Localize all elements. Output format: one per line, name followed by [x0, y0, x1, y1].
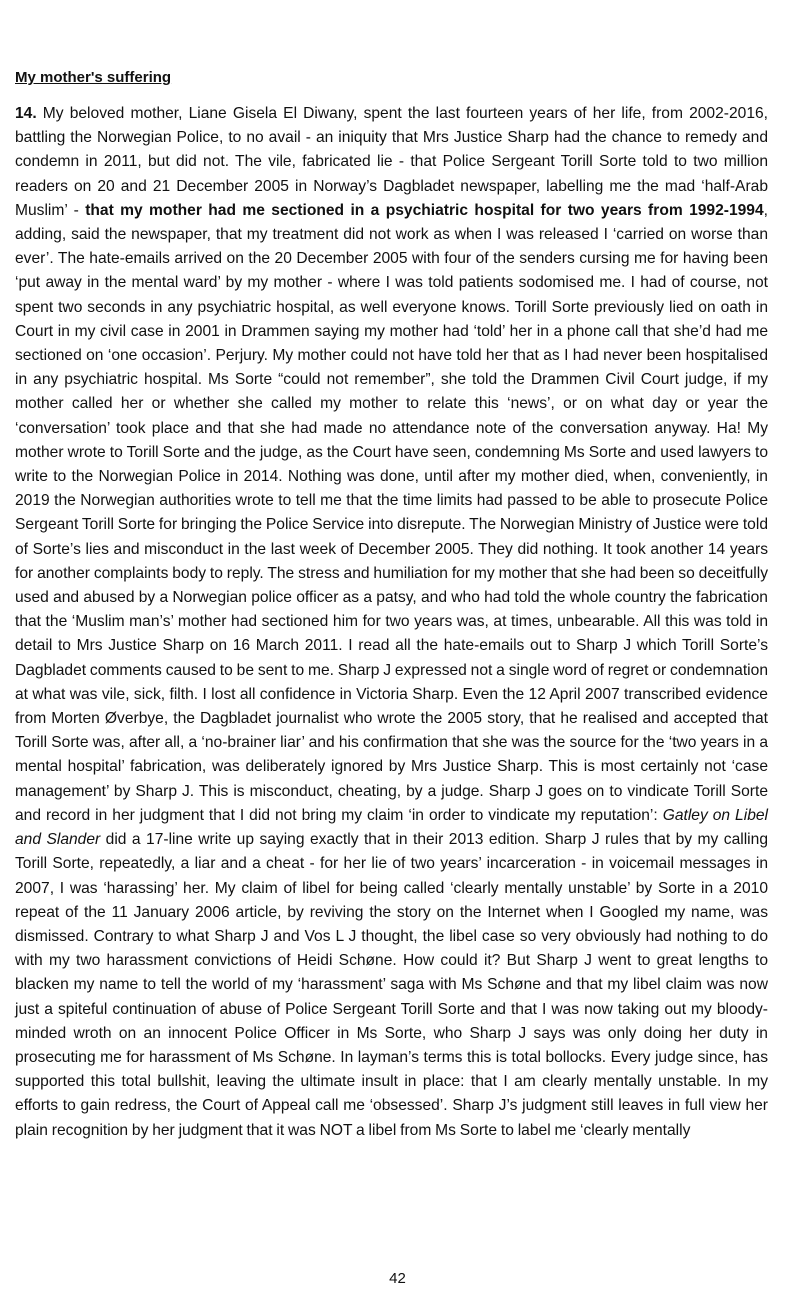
paragraph-text-3: did a 17-line write up saying exactly that in their 2013 edition. Sharp J rules that by my calling Torill Sorte, repeatedly, a liar and a cheat - for her lie of two years’ incarceration - in voicemail messages in 2007, I was ‘harassing’ her. My claim of libel for being called ‘clearly mentally unstable’ by Sorte in a 2010 repeat of the 11 January 2006 article, by reviving the story on the Internet when I Googled my name, was dismissed. Contrary to what Sharp J and Vos L J thought, the libel case so very obviously had nothing to do with my two harassment convictions of Heidi Schøne. How could it? But Sharp J went to great lengths to blacken my name to tell the world of my ‘harassment’ saga with Ms Schøne and that my libel claim was now just a spiteful continuation of abuse of Police Sergeant Torill Sorte and that I was now taking out my bloody-minded wroth on an innocent Police Officer in Ms Sorte, who Sharp J says was only doing her duty in prosecuting me for harassment of Ms Schøne. In layman’s terms this is total bollocks. Every judge since, has supported this total bullshit, leaving the ultimate insult in place: that I am clearly mentally unstable. In my efforts to gain redress, the Court of Appeal call me ‘obsessed’. Sharp J’s judgment still leaves in full view her plain recognition by her judgment that it was NOT a libel from Ms Sorte to label me ‘clearly mentally	[15, 831, 768, 1139]
page-number: 42	[389, 1270, 406, 1287]
paragraph-text-2: , adding, said the newspaper, that my treatment did not work as when I was released I ‘carried on worse than ever’. The hate-emails arrived on the 20 December 2005 with four of the senders cursing me for having been ‘put away in the mental ward’ by my mother - where I was told patients sodomised me. I had of course, not spent two seconds in any psychiatric hospital, as well everyone knows. Torill Sorte previously lied on oath in Court in my civil case in 2001 in Drammen saying my mother had ‘told’ her in a phone call that she’d had me sectioned on ‘one occasion’. Perjury. My mother could not have told her that as I had never been hospitalised in any psychiatric hospital. Ms Sorte “could not remember”, she told the Drammen Civil Court judge, if my mother called her or whether she called my mother to relate this ‘news’, or on what day or year the ‘conversation’ took place and that she had made no attendance note of the conversation anyway. Ha! My mother wrote to Torill Sorte and the judge, as the Court have seen, condemning Ms Sorte and used lawyers to write to the Norwegian Police in 2014. Nothing was done, until after my mother died, when, conveniently, in 2019 the Norwegian authorities wrote to tell me that the time limits had passed to be able to prosecute Police Sergeant Torill Sorte for bringing the Police Service into disrepute. The Norwegian Ministry of Justice were told of Sorte’s lies and misconduct in the last week of December 2005. They did nothing. It took another 14 years for another complaints body to reply. The stress and humiliation for my mother that she had been so deceitfully used and abused by a Norwegian police officer as a patsy, and who had told the whole country the fabrication that the ‘Muslim man’s’ mother had sectioned him for two years was, at times, unbearable. All this was told in detail to Mrs Justice Sharp on 16 March 2011. I read all the hate-emails out to Sharp J which Torill Sorte’s Dagbladet comments caused to be sent to me. Sharp J expressed not a single word of regret or condemnation at what was vile, sick, filth. I lost all confidence in Victoria Sharp. Even the 12 April 2007 transcribed evidence from Morten Øverbye, the Dagbladet journalist who wrote the 2005 story, that he realised and accepted that Torill Sorte was, after all, a ‘no-brainer liar’ and his confirmation that she was the source for the ‘two years in a mental hospital’ fabrication, was deliberately ignored by Mrs Justice Sharp. This is most certainly not ‘case management’ by Sharp J. This is misconduct, cheating, by a judge. Sharp J goes on to vindicate Torill Sorte and record in her judgment that I did not bring my claim ‘in order to vindicate my reputation’:	[15, 201, 768, 824]
document-page	[15, 68, 768, 1143]
paragraph-14	[15, 102, 768, 1143]
paragraph-text-1: My beloved mother, Liane Gisela El Diwany, spent the last fourteen years of her life, from 2002-2016, battling the Norwegian Police, to no avail - an iniquity that Mrs Justice Sharp had the chance to remedy and condemn in 2011, but did not. The vile, fabricated lie - that Police Sergeant Torill Sorte told to two million readers on 20 and 21 December 2005 in Norway’s Dagbladet newspaper, labelling me the mad ‘half-Arab Muslim’ -	[15, 105, 768, 219]
book-title: Gatley on Libel and Slander	[15, 806, 769, 849]
paragraph-number: 14.	[15, 105, 37, 122]
paragraph-bold-claim: that my mother had me sectioned in a psychiatric hospital for two years from 1992-1994	[85, 201, 764, 219]
section-heading: My mother's suffering	[15, 69, 172, 86]
